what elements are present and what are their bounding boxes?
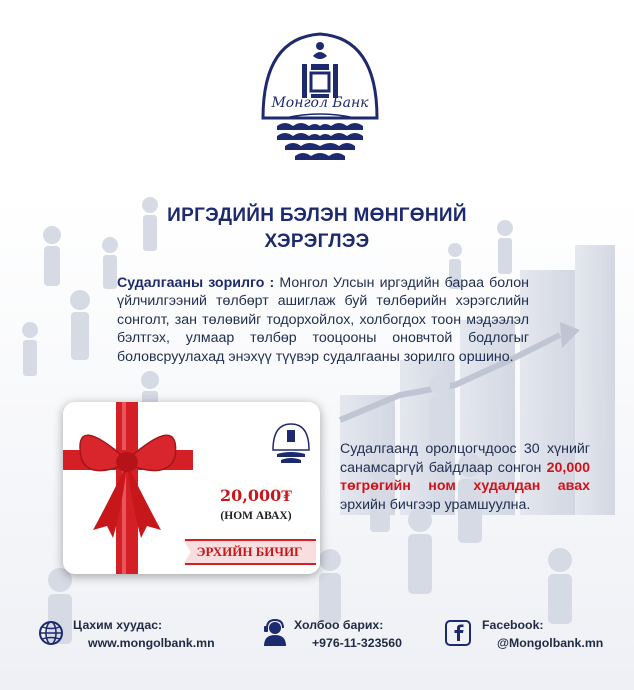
footer-contact[interactable] <box>262 616 422 652</box>
facebook-icon <box>445 620 471 646</box>
voucher-subtitle: (НОМ АВАХ) <box>220 510 292 522</box>
support-person-icon <box>262 619 288 647</box>
mongolbank-logo <box>255 30 385 170</box>
prize-text-after: эрхийн бичгээр урамшуулна. <box>340 496 531 513</box>
page-title <box>110 203 524 255</box>
voucher-ribbon-text: ЭРХИЙН БИЧИГ <box>196 544 303 559</box>
card-logo-icon <box>273 424 309 463</box>
title-line-1: ИРГЭДИЙН БЭЛЭН МӨНГӨНИЙ <box>167 205 467 226</box>
footer-web-url[interactable]: www.mongolbank.mn <box>88 636 215 650</box>
purpose-paragraph <box>117 274 529 366</box>
footer-contact-label: Холбоо барих: <box>294 618 384 632</box>
prize-text-before: Судалгаанд оролцогчдоос 30 хүнийг санамсаргүй байдлаар сонгон <box>340 441 590 476</box>
logo-text: Монгол Банк <box>271 95 369 111</box>
purpose-lead: Судалгааны зорилго : <box>117 275 275 291</box>
footer-facebook-label: Facebook: <box>482 618 544 632</box>
prize-paragraph <box>340 440 590 514</box>
purpose-text: Монгол Улсын иргэдийн бараа болон үйлчилгээний төлбөрт ашиглаж буй төлбөрийн хэрэгслийн сонголт, зан төлөвийг тодорхойлох, холбогдох тоон мэдээлэл бэлтгэх, улмаар төлбөр тооцооны оновчтой бодлогыг боловсруулахад энэхүү түүвэр судалгааны зорилго оршино. <box>117 275 529 365</box>
footer-facebook-handle[interactable]: @Mongolbank.mn <box>497 636 604 650</box>
footer-web-label: Цахим хуудас: <box>73 618 163 632</box>
voucher-amount: 20,000₮ <box>220 486 292 505</box>
gift-voucher-card <box>63 402 320 574</box>
logo-ornament <box>277 123 363 160</box>
footer-web[interactable] <box>38 616 238 652</box>
footer-contact-phone[interactable]: +976-11-323560 <box>312 636 402 650</box>
footer-facebook[interactable] <box>445 616 620 652</box>
globe-icon <box>38 620 64 646</box>
title-line-2: ХЭРЭГЛЭЭ <box>264 231 370 252</box>
prize-highlight: 20,000 төгрөгийн ном худалдан авах <box>340 459 590 495</box>
